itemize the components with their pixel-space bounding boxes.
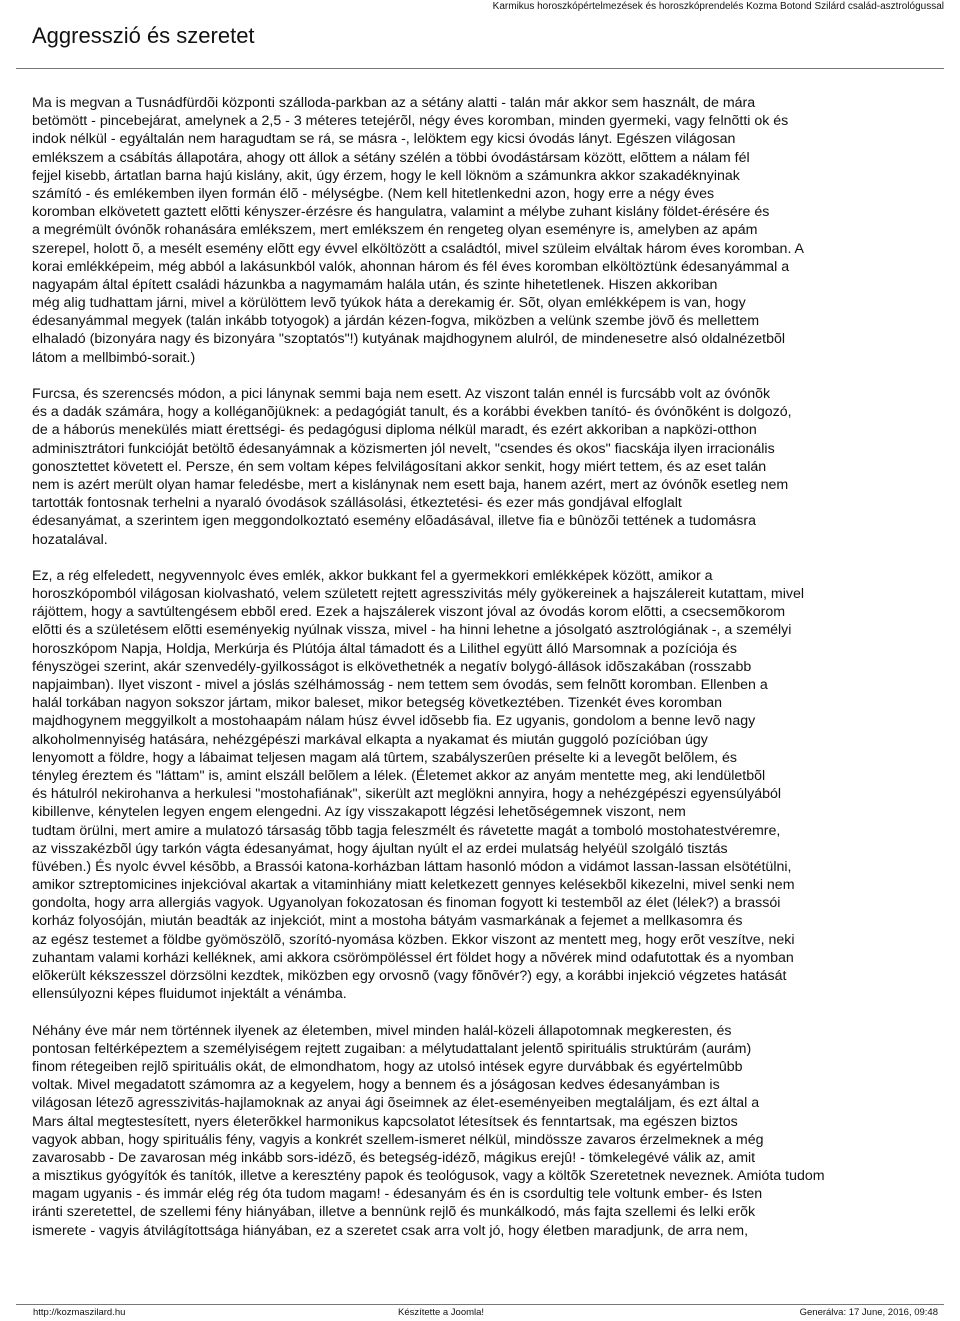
text-line: gondolta, hogy arra allergiás vagyok. Ugyanolyan fokozatosan és finoman fogyott ki testembõl az élet (lélek?) a brassói: [32, 895, 781, 912]
text-line: a misztikus gyógyítók és tanítók, illetve a keresztény papok és teológusok, vagy a költõk Szeretetnek neveznek. Amióta tudom: [32, 1168, 825, 1185]
site-title: Karmikus horoszkópértelmezések és horoszkóprendelés Kozma Botond Szilárd család-asztrológussal: [492, 1, 944, 12]
text-line: voltak. Mivel megadatott számomra az a kegyelem, hogy a bennem és a jóságosan kedves édesanyámban is: [32, 1077, 720, 1094]
text-line: adminisztrátori funkcióját betöltõ édesanyámnak a közismerten jól nevelt, "csendes és okos" fiacskája ilyen irracionális: [32, 440, 775, 457]
text-line: gonosztettet követett el. Persze, én sem voltam képes felvilágosítani akkor senkit, hogy miért tettem, és az eset talán: [32, 458, 767, 475]
page-footer: [16, 1304, 944, 1321]
text-line: az visszakézbõl úgy tarkón vágta édesanyámat, hogy ájultan nyúlt el az erdei mulatság helyéül szolgáló tisztás: [32, 840, 728, 857]
footer-generated-date: Generálva: 17 June, 2016, 09:48: [799, 1307, 938, 1318]
text-line: elõtti és a születésem elõtti eseményekig nyúlnak vissza, mivel - ha hinni lehetne a jósolgató asztrológiának -, a személyi: [32, 622, 792, 639]
text-line: kibillenve, kénytelen legyen engem elengedni. Az így visszakapott légzési lehetõségemnek viszont, nem: [32, 804, 686, 821]
text-line: Furcsa, és szerencsés módon, a pici lánynak semmi baja nem esett. Az viszont talán ennél is furcsább volt az óvónõk: [32, 386, 771, 402]
text-line: világosan létezõ agresszivitás-hajlamoknak az anyai ági õseimnek az élet-eseményeiben megtaláljam, és ezt által a: [32, 1095, 760, 1112]
text-line: pontosan feltérképeztem a személyiségem rejtett zugaiban: a mélytudattalant jelentõ spirituális struktúrám (aurám): [32, 1040, 752, 1057]
footer-url[interactable]: http://kozmaszilard.hu: [33, 1307, 126, 1318]
text-line: de a háborús menekülés miatt érettségi- és pedagógusi diploma nélkül maradt, és ezért akkoriban a napközi-otthon: [32, 422, 757, 439]
text-line: zuhantam valami korházi kelléknek, ami akkora csörömpöléssel ért földet hogy a nõvérek mind odafutottak és a nyomban: [32, 949, 794, 966]
text-line: alkoholmennyiség hatására, nehézgépészi markával elkapta a nyakamat és miután guggoló pozícióban úgy: [32, 731, 708, 748]
paragraph-gap: [32, 549, 960, 567]
text-line: Ez, a rég elfeledett, negyvennyolc éves emlék, akkor bukkant fel a gyermekkori emlékképek között, amikor a: [32, 567, 713, 584]
text-line: nem is azért merült olyan hamar feledésbe, mert a kislánynak nem esett baja, hanem azért, mert az óvónõk esetleg nem: [32, 476, 789, 493]
text-line: még alig tudhattam járni, mivel a körülöttem levõ tyúkok háta a derekamig ér. Sõt, olyan emlékképem is van, hogy: [32, 295, 746, 312]
paragraph-gap: [32, 367, 960, 385]
text-line: zavarosabb - De zavarosan még inkább sors-idézõ, és betegség-idézõ, mágikus erejû! - tömkelegévé válik az, amit: [32, 1149, 756, 1166]
text-line: betömött - pincebejárat, amelynek a 2,5 - 3 méteres tetejérõl, négy éves koromban, minden gyermeki, vagy felnõtti ok és: [32, 113, 789, 130]
text-line: horoszkópom Napja, Holdja, Merkúrja és Plútója által támadott és a Lilithel együtt álló Marsomnak a pozíciója és: [32, 640, 737, 657]
text-line: amikor sztreptomicines injekcióval akartak a vitaminhiány miatt keletkezett gennyes kelésekbõl kikezelni, mivel senki nem: [32, 877, 795, 894]
text-line: számító - és emlékemben ilyen formán élõ - mélységbe. (Nem kell hitetlenkedni azon, hogy erre a négy éves: [32, 185, 715, 202]
text-line: tényleg éreztem és "láttam" is, amint elszáll belõlem a lélek. (Életemet akkor az anyám mentette meg, aki lendületbõl: [32, 767, 766, 784]
text-line: korház folyosóján, miután beadták az injekciót, mint a mostoha bátyám vasmarkának a fejemet a mellkasomra és: [32, 913, 743, 930]
text-line: Mars által megtestesített, nyers életerõkkel harmonikus kapcsolatot létesítsek és fenntartsak, ma egészen biztos: [32, 1113, 738, 1130]
text-line: látom a mellbimbó-sorait.): [32, 349, 196, 366]
text-line: nagyapám által épített családi házunkba a nagymamám halála után, és szinte hihetetlenek. Hiszen akkoriban: [32, 276, 718, 293]
text-line: az egész testemet a földbe gyömöszölõ, szorító-nyomása közben. Ekkor viszont az mentett meg, hogy erõt veszítve, neki: [32, 931, 795, 948]
text-line: édesanyámat, a szerintem igen meggondolkoztató esemény elõadásával, illetve fia e bûnözõi tettének a tudomásra: [32, 513, 756, 530]
text-line: fejjel kisebb, ártatlan barna hajú kislány, akit, úgy érzem, hogy le kell löknöm a számunkra akkor szakadéknyinak: [32, 167, 740, 184]
text-line: Ma is megvan a Tusnádfürdõi központi szálloda-parkban az a sétány alatti - talán már akkor sem használt, de mára: [32, 95, 756, 111]
text-line: vagyok abban, hogy spirituális fény, vagyis a konkrét szellem-ismeret nélkül, mindössze zavaros érzelmeknek a még: [32, 1131, 764, 1148]
text-line: szerepel, holott õ, a mesélt esemény elõtt egy évvel elköltözött a családtól, mivel szüleim elváltak három éves koromban. A: [32, 240, 805, 257]
text-line: lenyomott a földre, hogy a lábaimat teljesen magam alá tûrtem, szabályszerûen préselte ki a levegõt belõlem, és: [32, 749, 738, 766]
text-line: halál torkában nagyon sokszor jártam, mikor baleset, mikor betegség következtében. Tizenkét éves koromban: [32, 695, 723, 712]
article-body: [32, 94, 960, 1240]
text-line: ellensúlyozni képes fluidumot injektált a vénámba.: [32, 986, 347, 1003]
text-line: korai emlékképeim, még abból a lakásunkból valók, ahonnan három és fél éves koromban elköltöztünk édesanyámmal a: [32, 258, 790, 275]
text-line: és hátulról nekirohanva a herkulesi "mostohafiának", sikerült azt meglökni annyira, hogy a nehézgépészi egyensúlyából: [32, 786, 782, 803]
text-line: emlékszem a csábítás állapotára, ahogy ott állok a sétány szélén a többi óvodástársam között, elõttem a nálam fél: [32, 149, 750, 166]
text-line: édesanyámmal megyek (talán inkább totyogok) a járdán kézen-fogva, miközben a velünk szembe jövõ és mellettem: [32, 313, 760, 330]
text-line: elõkerült kékszesszel dörzsölni kezdtek, miközben egy orvosnõ (vagy fõnõvér?) egy, a korábbi injekció végzetes hatását: [32, 968, 787, 984]
text-line: rájöttem, hogy a savtúltengésem ebbõl ered. Ezek a hajszálerek viszont jóval az óvodás korom elõtti, a csecsemõkorom: [32, 604, 786, 621]
page-header: [16, 0, 944, 69]
text-line: tartották fontosnak terhelni a nyaraló óvodások szállásolási, étkeztetési- és ezer más gondjával elfoglalt: [32, 495, 682, 512]
text-line: magam ugyanis - és immár elég rég óta tudom magam! - édesanyám és én is csordultig tele voltunk ember- és Isten: [32, 1186, 763, 1203]
text-line: koromban elkövetett gaztett elõtti kényszer-érzésre és hangulatra, valamint a mélybe zuhant kislány földet-érésére és: [32, 204, 770, 221]
text-line: a megrémült óvónõk rohanására emlékszem, mert emlékszem én rengeteg olyan eseményre is, amelyben az apám: [32, 222, 758, 239]
text-line: hozatalával.: [32, 531, 108, 548]
text-line: napjaimban). Ilyet viszont - mivel a jóslás szélhámosság - nem tettem sem óvodás, sem felnõtt koromban. Ellenben a: [32, 677, 768, 693]
text-line: Néhány éve már nem történnek ilyenek az életemben, mivel minden halál-közeli állapotomnak megkeresten, és: [32, 1022, 732, 1039]
text-line: finom rétegeiben rejlõ spirituális okát, de elmondhatom, hogy az utolsó intések egyre durvábbak és egyértelmûbb: [32, 1058, 743, 1075]
text-line: indok nélkül - egyáltalán nem haragudtam se rá, se másra -, lelöktem egy kicsi óvodás lányt. Egészen világosan: [32, 131, 736, 148]
text-line: fényszögei szerint, akár szenvedély-gyilkosságot is elkövethetnék a negatív bolygó-állások idõszakában (rosszabb: [32, 658, 752, 675]
text-line: tudtam örülni, mert amire a mulatozó társaság tõbb tagja feleszmélt és rávetette magát a tomboló mostohatestvéremre,: [32, 822, 781, 839]
text-line: horoszkópomból világosan kiolvasható, velem született rejtett agresszivitás mély gyökereinek a hajszálereit kutattam, mivel: [32, 586, 804, 603]
text-line: és a dadák számára, hogy a kolléganõjüknek: a pedagógiát tanult, és a korábbi években tanító- és óvónõként is dolgozó,: [32, 404, 792, 421]
text-line: füvében.) És nyolc évvel késõbb, a Brassói katona-korházban láttam hasonló módon a vidámot lassan-lassan elsötétülni,: [32, 858, 792, 875]
paragraph-gap: [32, 1003, 960, 1021]
text-line: elhaladó (bizonyára nagy és bizonyára "szoptatós"!) kutyának majdhogynem alulról, de mindenesetre alsó oldalnézetbõl: [32, 331, 785, 348]
text-line: ismerete - vagyis átvilágítottsága hiányában, ez a szeretet csak arra volt jó, hogy életben maradjunk, de arra nem,: [32, 1222, 749, 1239]
text-line: majdhogynem meggyilkolt a mostohaapám nálam húsz évvel idõsebb fia. Ez ugyanis, gondolom a benne levõ nagy: [32, 713, 756, 730]
page-title: Aggresszió és szeretet: [32, 23, 255, 48]
footer-credit: Készítette a Joomla!: [398, 1307, 485, 1318]
text-line: iránti szeretettel, de szellemi fény hiányában, illetve a bennünk rejlõ és munkálkodó, más fajta szellemi és lelki erõk: [32, 1204, 756, 1221]
